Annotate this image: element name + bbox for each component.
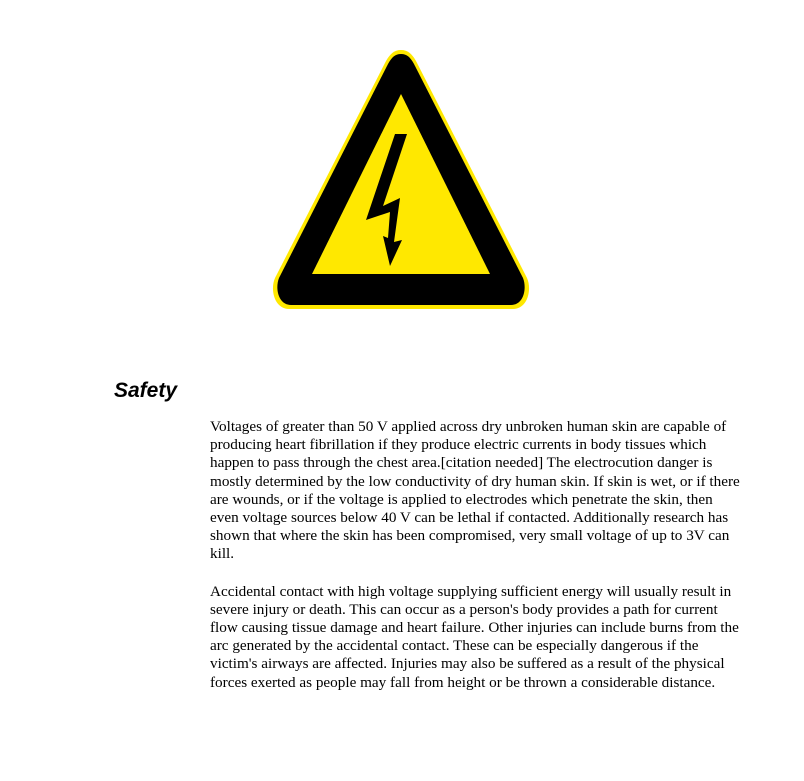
article-body <box>210 418 744 711</box>
section-title: Safety <box>114 379 178 402</box>
high-voltage-warning-icon <box>270 48 532 310</box>
paragraph-electrocution: Voltages of greater than 50 V applied across dry unbroken human skin are capable of producing heart fibrillation if they produce electric currents in body tissues which happen to pass through the chest area.[citation needed] The electrocution danger is mostly determined by the low conductivity of dry human skin. If skin is wet, or if there are wounds, or if the voltage is applied to electrodes which penetrate the skin, then even voltage sources below 40 V can be lethal if contacted. Additionally research has shown that where the skin has been compromised, very small voltage of up to 3V can kill. <box>210 418 740 563</box>
paragraph-accidental-contact: Accidental contact with high voltage supplying sufficient energy will usually result in severe injury or death. This can occur as a person's body provides a path for current flow causing tissue damage and heart failure. Other injuries can include burns from the arc generated by the accidental contact. These can be especially dangerous if the victim's airways are affected. Injuries may also be suffered as a result of the physical forces exerted as people may fall from height or be thrown a considerable distance. <box>210 582 739 691</box>
